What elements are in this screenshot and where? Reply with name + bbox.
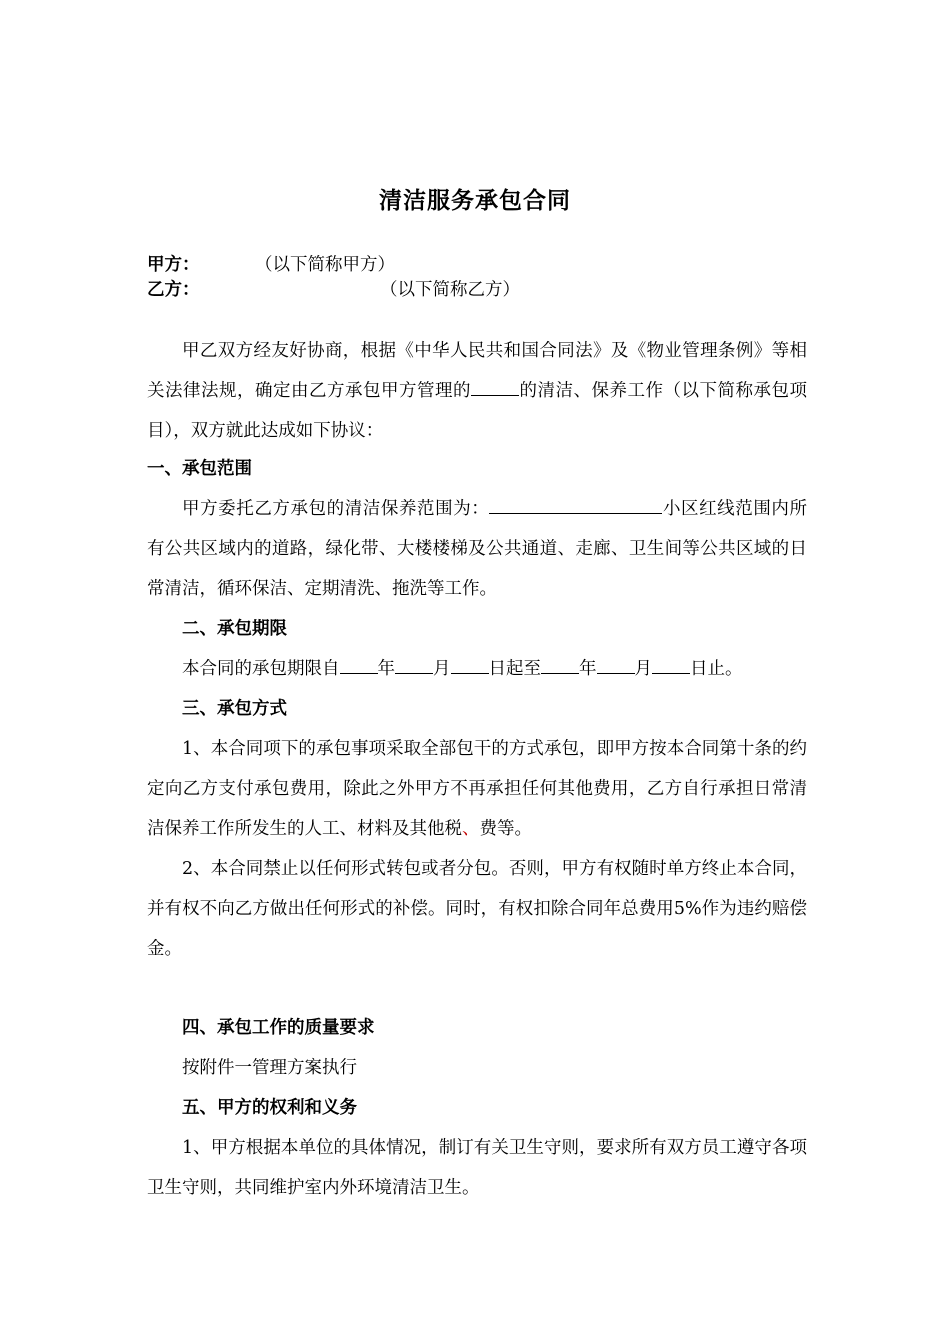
section-2-heading: 二、承包期限	[182, 619, 287, 639]
start-month-blank	[395, 653, 433, 674]
section-3-paragraph-2: 2、本合同禁止以任何形式转包或者分包。否则，甲方有权随时单方终止本合同，并有权不向乙方做出任何形式的补偿。同时，有权扣除合同年总费用5%作为违约赔偿金。	[147, 859, 807, 959]
document-title: 清洁服务承包合同	[379, 187, 571, 214]
intro-paragraph	[147, 331, 807, 451]
term-month-1: 月	[433, 659, 451, 679]
party-b-label: 乙方：	[147, 280, 200, 300]
section-5-paragraph-1: 1、甲方根据本单位的具体情况，制订有关卫生守则，要求所有双方员工遵守各项卫生守则，共同维护室内外环境清洁卫生。	[147, 1138, 807, 1198]
s3-p1-text-b: 费等。	[479, 819, 532, 839]
s3-p1-revision-mark: 、	[462, 819, 480, 839]
s3-p1-text-a: 1、本合同项下的承包事项采取全部包干的方式承包，即甲方按本合同第十条的约定向乙方支付承包费用，除此之外甲方不再承担任何其他费用，乙方自行承担日常清洁保养工作所发生的人工、材料及其他税	[147, 739, 807, 839]
party-a-line	[147, 251, 395, 276]
section-5-heading: 五、甲方的权利和义务	[182, 1098, 357, 1118]
end-year-blank	[541, 653, 579, 674]
section-4-paragraph: 按附件一管理方案执行	[182, 1058, 357, 1078]
end-day-blank	[652, 653, 690, 674]
section-1-paragraph	[147, 489, 807, 609]
party-a-note: （以下简称甲方）	[255, 255, 395, 275]
s1-text-1: 甲方委托乙方承包的清洁保养范围为：	[182, 499, 490, 519]
party-b-note: （以下简称乙方）	[380, 280, 520, 300]
section-1-heading: 一、承包范围	[147, 459, 252, 479]
term-day-2: 日止。	[690, 659, 743, 679]
party-b-line	[147, 276, 520, 301]
project-name-blank	[471, 375, 519, 396]
community-name-blank	[489, 493, 662, 514]
term-year-1: 年	[377, 659, 395, 679]
start-year-blank	[340, 653, 378, 674]
section-3-paragraph-1	[147, 729, 807, 849]
intro-text-1: 甲乙双方经友好协商，根据《中华人民共和国合同法》及《物业管理条例》等相关法律法规，确定由乙方承包甲方管理的	[147, 341, 807, 401]
s1-text-2: 小区红线范围内所有公共区域内的道路，绿化带、大楼楼梯及公共通道、走廊、卫生间等公共区域的日常清洁，循环保洁、定期清洗、拖洗等工作。	[147, 499, 807, 599]
term-year-2: 年	[579, 659, 597, 679]
term-day-1: 日起至	[488, 659, 541, 679]
section-4-heading: 四、承包工作的质量要求	[182, 1018, 375, 1038]
section-3-heading: 三、承包方式	[182, 699, 287, 719]
term-line	[182, 649, 743, 689]
term-text-start: 本合同的承包期限自	[182, 659, 340, 679]
end-month-blank	[597, 653, 635, 674]
start-day-blank	[451, 653, 489, 674]
intro-text-2: 的清洁、保养工作（以下简称承包项目），双方就此达成如下协议：	[147, 381, 807, 441]
party-a-label: 甲方：	[147, 255, 200, 275]
term-month-2: 月	[634, 659, 652, 679]
